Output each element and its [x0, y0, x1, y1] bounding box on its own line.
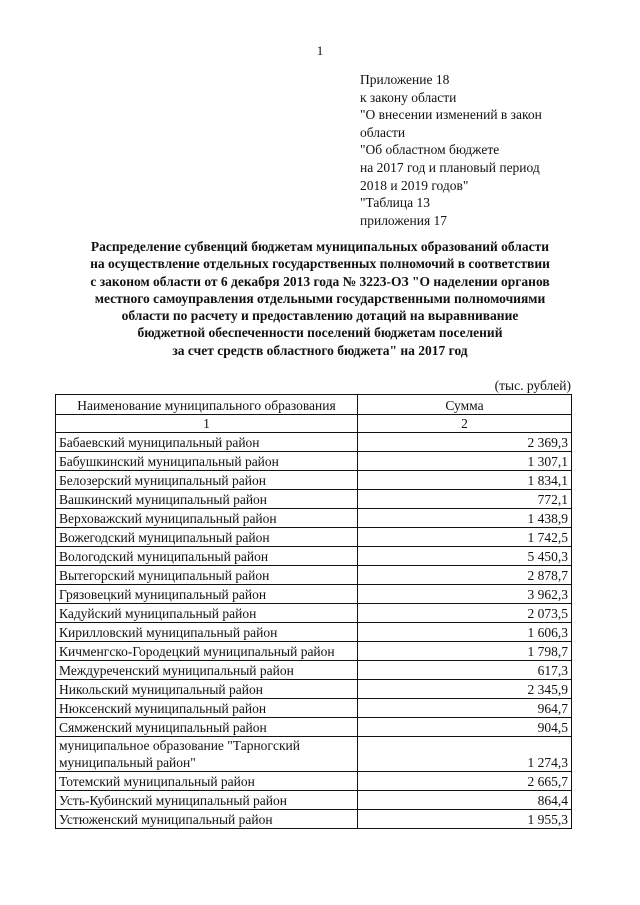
- amount-value: 2 073,5: [358, 604, 572, 623]
- appendix-line: на 2017 год и плановый период: [360, 159, 540, 175]
- amount-value: 1 834,1: [358, 471, 572, 490]
- title-line: с законом области от 6 декабря 2013 года № 3223-ОЗ "О наделении органов: [90, 273, 550, 289]
- table-row: [56, 547, 572, 566]
- amount-value: 864,4: [358, 791, 572, 810]
- table-row: [56, 509, 572, 528]
- amount-value: 2 878,7: [358, 566, 572, 585]
- title-line: местного самоуправления отдельными государственными полномочиями: [94, 290, 546, 306]
- table-row: [56, 661, 572, 680]
- amount-value: 2 369,3: [358, 433, 572, 452]
- table-row: [56, 452, 572, 471]
- appendix-line: "О внесении изменений в закон: [360, 107, 542, 123]
- amount-value: 964,7: [358, 699, 572, 718]
- table-row: [56, 623, 572, 642]
- appendix-line: области: [360, 124, 406, 140]
- municipality-name: Вологодский муниципальный район: [56, 547, 358, 566]
- table-row: [56, 699, 572, 718]
- table-row: [56, 772, 572, 791]
- table-header-row: [56, 395, 572, 415]
- municipality-name: муниципальное образование "Тарногский муниципальный район": [56, 737, 358, 772]
- amount-value: 1 742,5: [358, 528, 572, 547]
- municipality-name: Верховажский муниципальный район: [56, 509, 358, 528]
- table-row: [56, 737, 572, 772]
- municipality-name: Нюксенский муниципальный район: [56, 699, 358, 718]
- amount-value: 1 274,3: [358, 737, 572, 772]
- municipality-name: Сямженский муниципальный район: [56, 718, 358, 737]
- title-line: бюджетной обеспеченности поселений бюджетам поселений: [137, 325, 503, 341]
- table-row: [56, 680, 572, 699]
- title-line: за счет средств областного бюджета" на 2017 год: [172, 342, 468, 358]
- municipality-name: Кичменгско-Городецкий муниципальный район: [56, 642, 358, 661]
- column-number: 1: [56, 415, 358, 433]
- amount-value: 617,3: [358, 661, 572, 680]
- municipality-name: Бабаевский муниципальный район: [56, 433, 358, 452]
- appendix-reference: [360, 71, 600, 229]
- amount-value: 772,1: [358, 490, 572, 509]
- municipality-name: Кадуйский муниципальный район: [56, 604, 358, 623]
- amount-value: 5 450,3: [358, 547, 572, 566]
- header-name: Наименование муниципального образования: [56, 395, 358, 415]
- municipality-name: Белозерский муниципальный район: [56, 471, 358, 490]
- municipality-name: Усть-Кубинский муниципальный район: [56, 791, 358, 810]
- municipality-name: Вожегодский муниципальный район: [56, 528, 358, 547]
- amount-value: 2 345,9: [358, 680, 572, 699]
- municipality-name: Вытегорский муниципальный район: [56, 566, 358, 585]
- table-row: [56, 642, 572, 661]
- appendix-line: 2018 и 2019 годов": [360, 177, 469, 193]
- municipality-name: Кирилловский муниципальный район: [56, 623, 358, 642]
- column-number-row: [56, 415, 572, 433]
- appendix-line: "Об областном бюджете: [360, 142, 500, 158]
- municipality-name: Вашкинский муниципальный район: [56, 490, 358, 509]
- amount-value: 2 665,7: [358, 772, 572, 791]
- municipality-name: Бабушкинский муниципальный район: [56, 452, 358, 471]
- appendix-line: Приложение 18: [360, 72, 450, 87]
- units-label: (тыс. рублей): [494, 378, 571, 393]
- table-row: [56, 585, 572, 604]
- table-row: [56, 604, 572, 623]
- table-row: [56, 566, 572, 585]
- table-row: [56, 528, 572, 547]
- title-line: области по расчету и предоставлению дотаций на выравнивание: [121, 308, 519, 324]
- header-amount: Сумма: [358, 395, 572, 415]
- table-row: [56, 490, 572, 509]
- subsidy-table: [55, 394, 572, 829]
- table-row: [56, 718, 572, 737]
- column-number: 2: [358, 415, 572, 433]
- amount-value: 1 955,3: [358, 810, 572, 829]
- appendix-line: приложения 17: [360, 212, 448, 228]
- amount-value: 1 798,7: [358, 642, 572, 661]
- appendix-line: "Таблица 13: [360, 195, 430, 211]
- amount-value: 1 438,9: [358, 509, 572, 528]
- amount-value: 1 606,3: [358, 623, 572, 642]
- table-row: [56, 471, 572, 490]
- municipality-name: Междуреченский муниципальный район: [56, 661, 358, 680]
- table-row: [56, 433, 572, 452]
- municipality-name: Устюженский муниципальный район: [56, 810, 358, 829]
- appendix-line: к закону области: [360, 89, 457, 105]
- title-line: на осуществление отдельных государственных полномочий в соответствии: [90, 256, 550, 272]
- amount-value: 1 307,1: [358, 452, 572, 471]
- municipality-name: Грязовецкий муниципальный район: [56, 585, 358, 604]
- page-number: 1: [316, 43, 324, 58]
- amount-value: 904,5: [358, 718, 572, 737]
- table-row: [56, 810, 572, 829]
- document-title: [50, 238, 590, 359]
- amount-value: 3 962,3: [358, 585, 572, 604]
- municipality-name: Тотемский муниципальный район: [56, 772, 358, 791]
- table-row: [56, 791, 572, 810]
- municipality-name: Никольский муниципальный район: [56, 680, 358, 699]
- title-line: Распределение субвенций бюджетам муниципальных образований области: [90, 239, 550, 254]
